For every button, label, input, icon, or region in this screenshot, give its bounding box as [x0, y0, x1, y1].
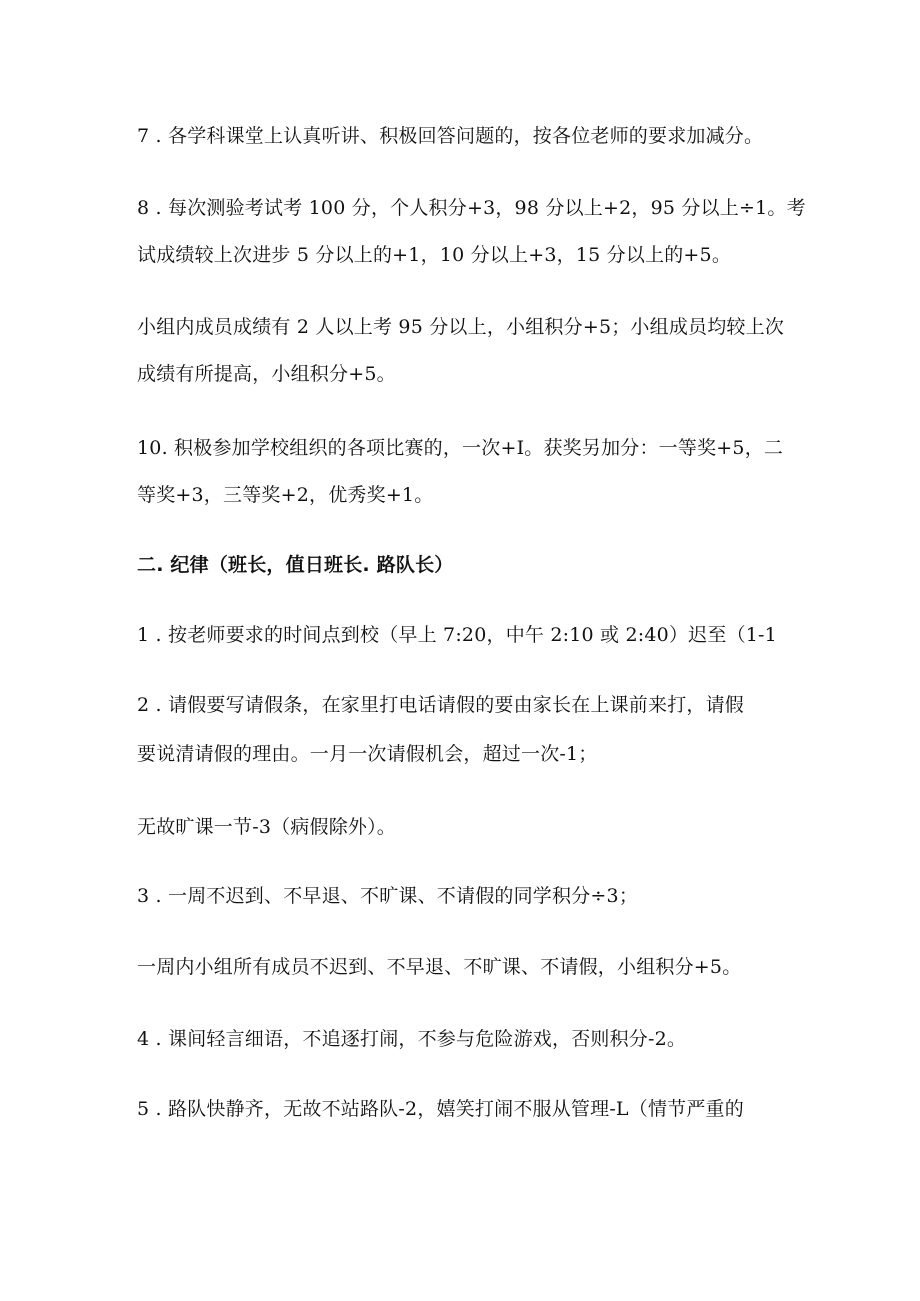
section-heading-discipline: 二. 纪律（班长，值日班长. 路队长） — [137, 554, 454, 576]
discipline-rule-3-line-2: 一周内小组所有成员不迟到、不早退、不旷课、不请假，小组积分+5。 — [137, 956, 742, 978]
discipline-rule-2-line-2: 要说清请假的理由。一月一次请假机会，超过一次-1； — [137, 743, 598, 765]
discipline-rule-5: 5 . 路队快静齐，无故不站路队-2，嬉笑打闹不服从管理-L（情节严重的 — [137, 1098, 744, 1120]
discipline-rule-2-line-3: 无故旷课一节-3（病假除外）。 — [137, 816, 397, 838]
rule-10-line-1: 10. 积极参加学校组织的各项比赛的，一次+I。获奖另加分：一等奖+5，二 — [137, 437, 784, 459]
rule-7-line: 7 . 各学科课堂上认真听讲、积极回答问题的，按各位老师的要求加减分。 — [137, 125, 764, 147]
discipline-rule-3-line-1: 3 . 一周不迟到、不早退、不旷课、不请假的同学积分÷3； — [137, 885, 639, 907]
rule-8-line-1: 8 . 每次测验考试考 100 分，个人积分+3，98 分以上+2，95 分以上÷1。考 — [137, 197, 806, 219]
discipline-rule-1: 1 . 按老师要求的时间点到校（早上 7:20，中午 2:10 或 2:40）迟至（1-1 — [137, 624, 777, 646]
rule-10-line-2: 等奖+3，三等奖+2，优秀奖+1。 — [137, 484, 434, 506]
group-score-line-2: 成绩有所提高，小组积分+5。 — [137, 363, 396, 385]
discipline-rule-2-line-1: 2 . 请假要写请假条，在家里打电话请假的要由家长在上课前来打，请假 — [137, 694, 745, 716]
group-score-line-1: 小组内成员成绩有 2 人以上考 95 分以上，小组积分+5；小组成员均较上次 — [137, 316, 785, 338]
discipline-rule-4: 4 . 课间轻言细语，不追逐打闹，不参与危险游戏，否则积分-2。 — [137, 1028, 687, 1050]
rule-8-line-2: 试成绩较上次进步 5 分以上的+1，10 分以上+3，15 分以上的+5。 — [137, 244, 732, 266]
